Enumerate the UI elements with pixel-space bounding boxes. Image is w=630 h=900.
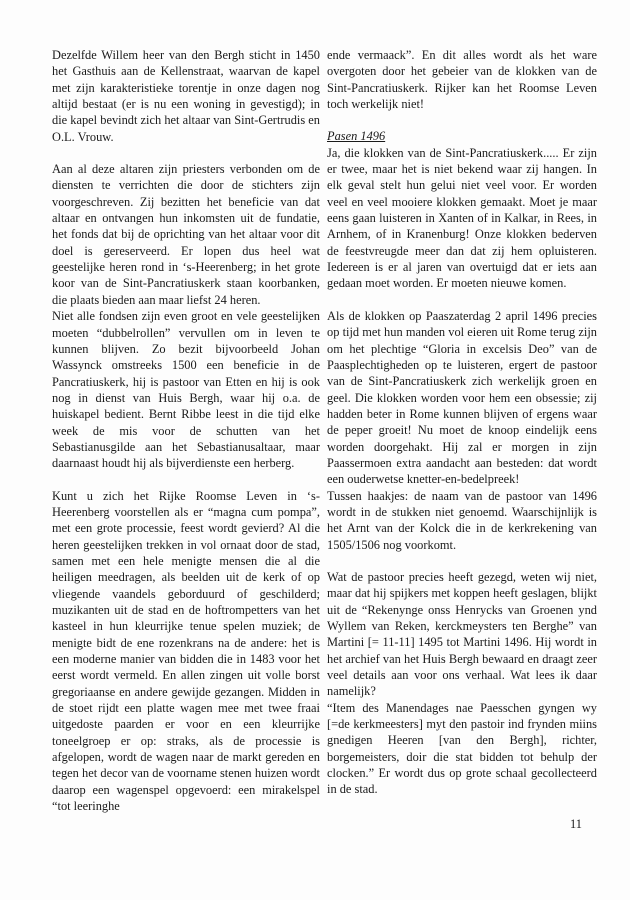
right-column (327, 47, 597, 798)
paragraph-klokken: Ja, die klokken van de Sint-Pancratiuskerk..... Er zijn er twee, maar het is niet bekend waar zij hangen. In elk geval stelt hun gelui niet veel voor. Er worden veel en veel mooiere klokken gemaakt. Moet je maar eens gaan luisteren in Xanten of in Kalkar, in Rees, in Arnhem, of in Kranenburg! Onze klokken bederven de feestvreugde meer dan dat zij hem opluisteren. Iedereen is er al jaren van overtuigd dat er iets aan gedaan moet worden. Er moeten nieuwe komen. (327, 145, 597, 291)
paragraph-priesters: Aan al deze altaren zijn priesters verbonden om de diensten te verrichten die door de stichters zijn voorgeschreven. Zij bezitten het beneficie van dat altaar en ontvangen hun inkomsten uit de fundatie, het fonds dat bij de oprichting van het altaar voor dit doel is gereserveerd. Er lopen dus heel wat geestelijke heren rond in ‘s-Heerenberg; in het grote koor van de Sint-Pancratiuskerk staan koorbanken, die plaats bieden aan maar liefst 24 heren. (52, 162, 320, 307)
left-column (52, 47, 320, 814)
paragraph-processie: Kunt u zich het Rijke Roomse Leven in ‘s-Heerenberg voorstellen als er “magna cum pompa”, met een grote processie, feest wordt gevierd? Al die heren geestelijken trekken in vol ornaat door de stad, samen met een hele menigte mensen die al die heiligen meedragen, als beelden uit de kerk of op vliegende vaandels geborduurd of geschilderd; muzikanten uit de stad en de hoftrompetters van het kasteel in hun kleurrijke tenue spelen muziek; de menigte bidt de ene rozenkrans na de andere: het is een moderne manier van bidden die in 1483 voor het eerst wordt vermeld. En allen zingen uit volle borst gregoriaanse en andere gewijde gezangen. Midden in de stoet rijdt een platte wagen mee met twee fraai uitgedoste paarden er voor en een kleurrijke toneelgroep er op: straks, als de processie is afgelopen, wordt de wagen naar de markt gereden en tegen het decor van de voorname stenen huizen wordt daarop een wagenspel opgevoerd: een mirakelspel “tot leeringhe (52, 488, 320, 814)
paragraph-fondsen: Niet alle fondsen zijn even groot en vele geestelijken moeten “dubbelrollen” vervullen om in leven te kunnen blijven. Zo bezit bijvoorbeeld Johan Wassynck omstreeks 1500 een beneficie in de Pancratiuskerk, hij is pastoor van Etten en hij is ook nog in dienst van Huis Bergh, waar hij o.a. de huiskapel bedient. Bernt Ribbe leest in die tijd elke week de mis voor de schutten van het Sebastianusgilde aan het Sebastianusaltaar, maar daarnaast houdt hij als bijverdienste een herberg. (52, 309, 320, 471)
paragraph-haakjes: Tussen haakjes: de naam van de pastoor van 1496 wordt in de stukken niet genoemd. Waarschijnlijk is het Arnt van der Kolck die in de kerkrekening van 1505/1506 nog voorkomt. (327, 488, 597, 552)
section-heading: Pasen 1496 (327, 129, 386, 144)
paragraph-rekenynge: Wat de pastoor precies heeft gezegd, weten wij niet, maar dat hij spijkers met koppen heeft geslagen, blijkt uit de “Rekenynge onss Henrycks van Groenen ynd Wyllem van Reken, kerckmeysters ten Berghe” van Martini [= 11-11] 1495 tot Martini 1496. Hij wordt in het archief van het Huis Bergh bewaard en draagt zeer veel details aan voor ons verhaal. Wat lees ik daar namelijk? (327, 569, 597, 699)
paragraph-vermaack: ende vermaack”. En dit alles wordt als het ware overgoten door het gebeier van de klokken van de Sint-Pancratiuskerk. Rijker kan het Roomse Leven toch werkelijk niet! (327, 48, 597, 112)
page-number: 11 (570, 817, 582, 831)
paragraph-quote: “Item des Manendages nae Paesschen gyngen wy [=de kerkmeesters] myt den pastoir ind frynden miins gnedigen Heeren [van den Bergh], richter, borgemeisters, doir die stat bidden tot behulp der clocken.” Er wordt dus op grote schaal gecollecteerd in de stad. (327, 700, 597, 797)
paragraph-gasthuis: Dezelfde Willem heer van den Bergh sticht in 1450 het Gasthuis aan de Kellenstraat, waarvan de kapel met zijn karakteristieke torentje in onze dagen nog altijd bestaat (er is nu een woning in gevestigd); in die kapel bevindt zich het altaar van Sint-Gertrudis en O.L. Vrouw. (52, 48, 320, 144)
paragraph-paaszaterdag: Als de klokken op Paaszaterdag 2 april 1496 precies op tijd met hun manden vol eieren uit Rome terug zijn om het plechtige “Gloria in excelsis Deo” van de Paasplechtigheden op te luisteren, ergert de pastoor van de Sint-Pancratiuskerk zich werkelijk groen en geel. Die klokken worden voor hem een obsessie; zij hadden beter in Rome kunnen blijven of ergens waar de peper groeit! Nu moet de knoop eindelijk eens worden doorgehakt. Hij zal er morgen in zijn Paassermoen extra aandacht aan besteden: dat wordt een ouderwetse knetter-en-bedelpreek! (327, 308, 597, 487)
